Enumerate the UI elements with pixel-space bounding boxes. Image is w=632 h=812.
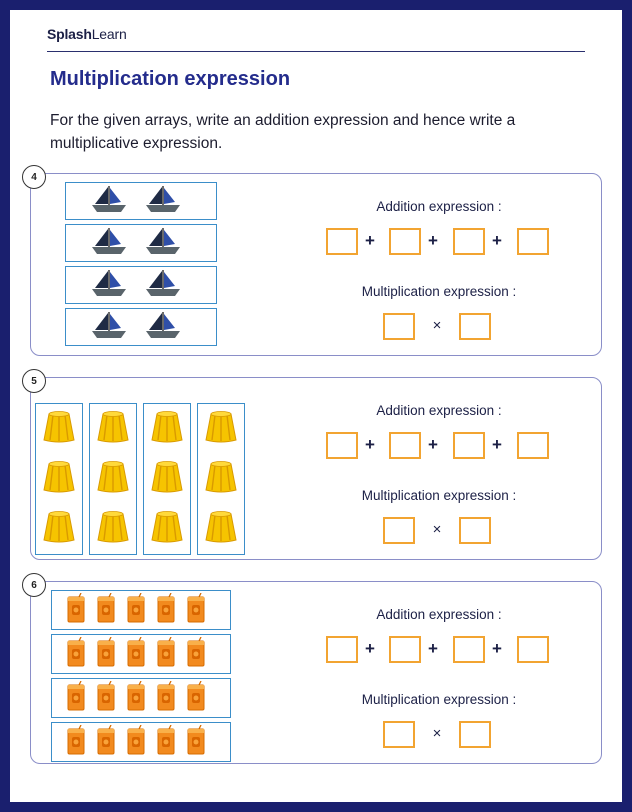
jelly-pudding-icon: [95, 460, 131, 499]
plus-sign: +: [492, 435, 502, 454]
question-number: 5: [22, 369, 46, 393]
juice-box-icon: [126, 637, 146, 672]
addition-label: Addition expression :: [376, 607, 502, 622]
page-title: Multiplication expression: [50, 68, 291, 90]
array-group-row: [51, 678, 231, 718]
juice-box-icon: [186, 593, 206, 628]
times-sign: ×: [432, 521, 442, 538]
juice-box-icon: [96, 681, 116, 716]
jelly-pudding-icon: [203, 510, 239, 549]
sailboat-icon: [144, 184, 182, 219]
addition-answer-box[interactable]: [326, 228, 358, 255]
addition-label: Addition expression :: [376, 403, 502, 418]
times-sign: ×: [432, 317, 442, 334]
juice-box-icon: [186, 725, 206, 760]
array-group-row: [65, 182, 217, 220]
array-group-row: [51, 722, 231, 762]
multiplication-answer-box[interactable]: [383, 313, 415, 340]
jelly-pudding-icon: [203, 410, 239, 449]
juice-box-icon: [186, 681, 206, 716]
juice-box-icon: [66, 681, 86, 716]
jelly-pudding-icon: [41, 460, 77, 499]
multiplication-answer-box[interactable]: [383, 721, 415, 748]
jelly-pudding-icon: [41, 510, 77, 549]
plus-sign: +: [428, 231, 438, 250]
juice-box-icon: [186, 637, 206, 672]
juice-box-icon: [156, 681, 176, 716]
question-card: [30, 581, 602, 764]
addition-answer-box[interactable]: [453, 228, 485, 255]
juice-box-icon: [156, 637, 176, 672]
multiplication-answer-box[interactable]: [459, 517, 491, 544]
plus-sign: +: [365, 435, 375, 454]
multiplication-label: Multiplication expression :: [361, 284, 517, 299]
question-card: [30, 173, 602, 356]
addition-answer-box[interactable]: [517, 636, 549, 663]
plus-sign: +: [492, 231, 502, 250]
question-card: [30, 377, 602, 560]
addition-answer-box[interactable]: [326, 636, 358, 663]
jelly-pudding-icon: [95, 410, 131, 449]
instructions: For the given arrays, write an addition expression and hence write a multiplicative expression.: [50, 112, 516, 152]
juice-box-icon: [156, 725, 176, 760]
juice-box-icon: [66, 637, 86, 672]
sailboat-icon: [90, 226, 128, 261]
juice-box-icon: [96, 593, 116, 628]
multiplication-label: Multiplication expression :: [361, 488, 517, 503]
plus-sign: +: [428, 435, 438, 454]
array-group-row: [51, 634, 231, 674]
juice-box-icon: [126, 593, 146, 628]
array-group-column: [35, 403, 83, 555]
sailboat-icon: [90, 184, 128, 219]
plus-sign: +: [365, 639, 375, 658]
addition-answer-box[interactable]: [453, 432, 485, 459]
array-group-row: [65, 224, 217, 262]
array-group-column: [89, 403, 137, 555]
jelly-pudding-icon: [149, 460, 185, 499]
sailboat-icon: [90, 310, 128, 345]
juice-box-icon: [126, 681, 146, 716]
jelly-pudding-icon: [149, 410, 185, 449]
plus-sign: +: [365, 231, 375, 250]
header-divider: [47, 51, 585, 52]
brand-logo: SplashLearn: [47, 26, 127, 42]
array-group-row: [51, 590, 231, 630]
multiplication-answer-box[interactable]: [459, 721, 491, 748]
juice-box-icon: [96, 725, 116, 760]
addition-answer-box[interactable]: [389, 636, 421, 663]
juice-box-icon: [96, 637, 116, 672]
times-sign: ×: [432, 725, 442, 742]
worksheet-page: [10, 10, 622, 802]
question-number: 6: [22, 573, 46, 597]
addition-answer-box[interactable]: [517, 228, 549, 255]
question-number: 4: [22, 165, 46, 189]
array-group-column: [197, 403, 245, 555]
juice-box-icon: [66, 725, 86, 760]
array-group-row: [65, 308, 217, 346]
sailboat-icon: [144, 226, 182, 261]
array-group-column: [143, 403, 191, 555]
juice-box-icon: [66, 593, 86, 628]
sailboat-icon: [144, 268, 182, 303]
plus-sign: +: [428, 639, 438, 658]
addition-answer-box[interactable]: [389, 228, 421, 255]
jelly-pudding-icon: [203, 460, 239, 499]
juice-box-icon: [126, 725, 146, 760]
sailboat-icon: [90, 268, 128, 303]
jelly-pudding-icon: [41, 410, 77, 449]
multiplication-answer-box[interactable]: [383, 517, 415, 544]
jelly-pudding-icon: [149, 510, 185, 549]
multiplication-label: Multiplication expression :: [361, 692, 517, 707]
juice-box-icon: [156, 593, 176, 628]
array-group-row: [65, 266, 217, 304]
multiplication-answer-box[interactable]: [459, 313, 491, 340]
addition-answer-box[interactable]: [326, 432, 358, 459]
jelly-pudding-icon: [95, 510, 131, 549]
addition-answer-box[interactable]: [517, 432, 549, 459]
plus-sign: +: [492, 639, 502, 658]
addition-answer-box[interactable]: [453, 636, 485, 663]
sailboat-icon: [144, 310, 182, 345]
addition-label: Addition expression :: [376, 199, 502, 214]
addition-answer-box[interactable]: [389, 432, 421, 459]
